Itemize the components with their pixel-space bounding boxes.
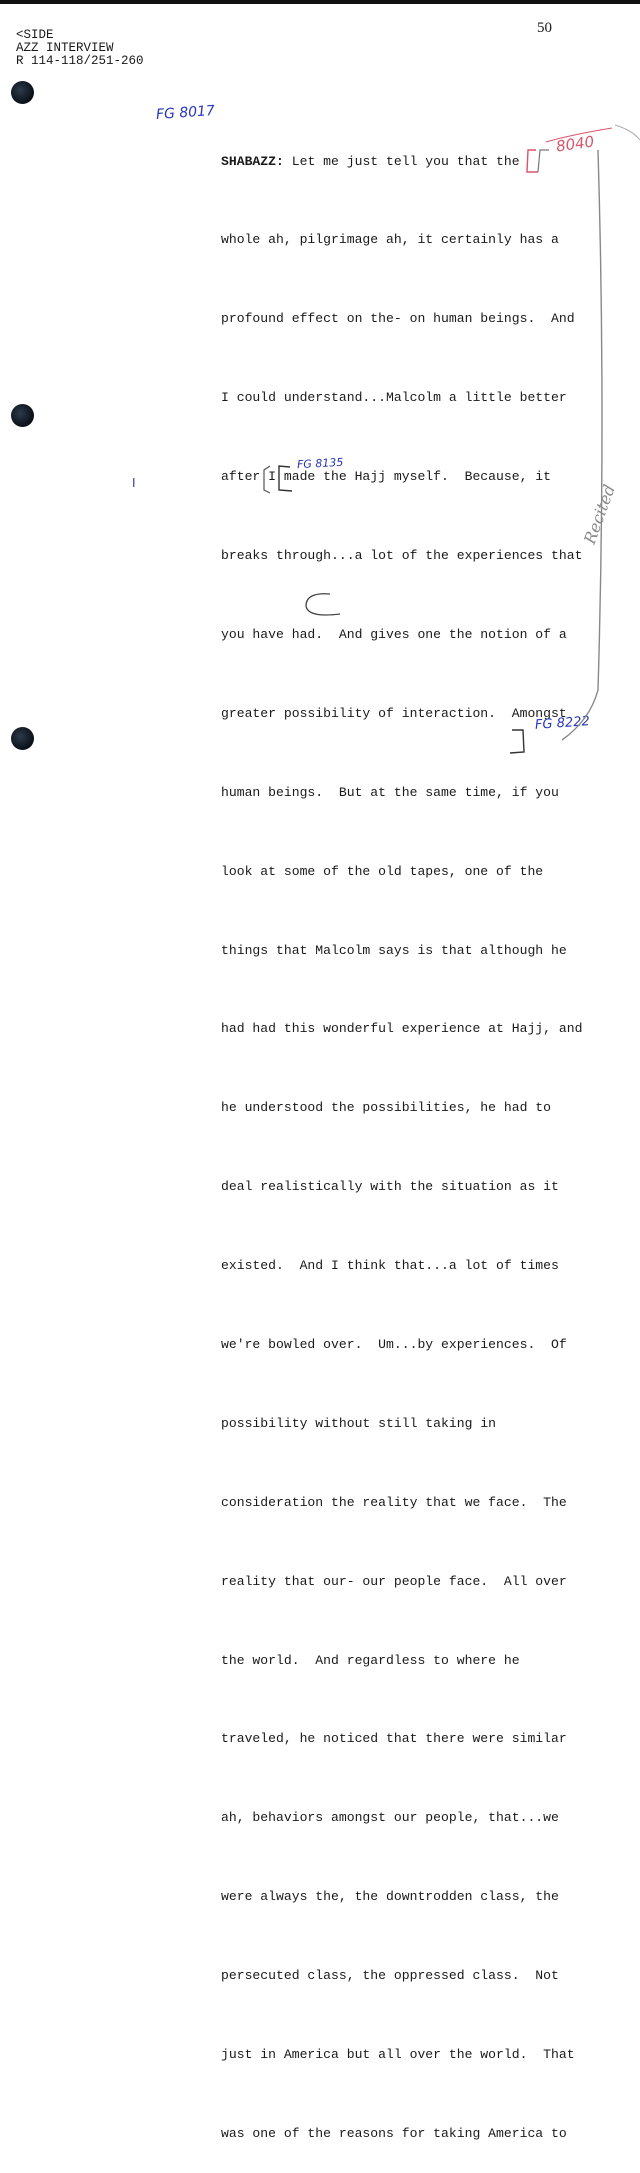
transcript-line: persecuted class, the oppressed class. Not (221, 1968, 559, 1984)
margin-tick-mark: I (132, 476, 136, 490)
header-roll-numbers: R 114-118/251-260 (16, 54, 144, 68)
footage-code-1: FG 8017 (155, 102, 216, 124)
transcript-line: things that Malcolm says is that although he (221, 942, 567, 958)
pencil-corner-stroke (615, 125, 640, 140)
pencil-loop-mark (306, 594, 340, 615)
pencil-bracket-existed (279, 466, 292, 491)
transcript-line: the world. And regardless to where he (221, 1652, 520, 1668)
page-number: 50 (537, 20, 552, 36)
transcript-line: ah, behaviors amongst our people, that...we (221, 1810, 559, 1826)
transcript-line: was one of the reasons for taking America to (221, 2125, 567, 2141)
red-bracket-mark (527, 150, 538, 172)
transcript-line: he understood the possibilities, he had to (221, 1100, 552, 1116)
transcript-line: I could understand...Malcolm a little better (221, 390, 567, 406)
pencil-bracket-existed-inner (264, 466, 270, 493)
transcript-line: consideration the reality that we face. The (221, 1494, 567, 1510)
transcript-line: greater possibility of interaction. Amongst (221, 705, 567, 721)
transcript-line: whole ah, pilgrimage ah, it certainly has a (221, 232, 559, 248)
pencil-margin-note: Recited (580, 481, 619, 547)
transcript-line: SHABAZZ: Let me just tell you that the (221, 153, 520, 169)
pencil-bracket-mark (538, 150, 549, 172)
red-leader-line (546, 128, 612, 142)
annotation-marks (0, 0, 640, 843)
transcript-line: look at some of the old tapes, one of the (221, 863, 544, 879)
speaker-label: SHABAZZ: (221, 153, 284, 169)
transcript-line: had had this wonderful experience at Hajj, and (221, 1021, 583, 1037)
header-interview-title: AZZ INTERVIEW (16, 41, 114, 55)
transcript-line: just in America but all over the world. That (221, 2046, 575, 2062)
transcript-line: breaks through...a lot of the experiences that (221, 548, 583, 564)
pencil-bracket-world (510, 730, 524, 753)
transcript-line: human beings. But at the same time, if you (221, 784, 559, 800)
footage-code-2: FG 8135 (296, 455, 344, 472)
transcript-line: were always the, the downtrodden class, the (221, 1889, 559, 1905)
transcript-line: traveled, he noticed that there were similar (221, 1731, 567, 1747)
transcript-line: existed. And I think that...a lot of times (221, 1258, 559, 1274)
footage-code-3: FG 8222 (534, 714, 591, 733)
transcript-line: reality that our- our people face. All over (221, 1573, 567, 1589)
pencil-margin-bracket (562, 150, 602, 740)
transcript-line: deal realistically with the situation as it (221, 1179, 559, 1195)
transcript-line: after I made the Hajj myself. Because, it (221, 469, 552, 485)
transcript-line: possibility without still taking in (221, 1415, 497, 1431)
header-tape-side: <SIDE (16, 28, 54, 42)
transcript-line: we're bowled over. Um...by experiences. Of (221, 1336, 567, 1352)
transcript-line: profound effect on the- on human beings. And (221, 311, 575, 327)
red-code-annotation: 8040 (554, 132, 596, 156)
transcript-line: you have had. And gives one the notion of a (221, 626, 567, 642)
